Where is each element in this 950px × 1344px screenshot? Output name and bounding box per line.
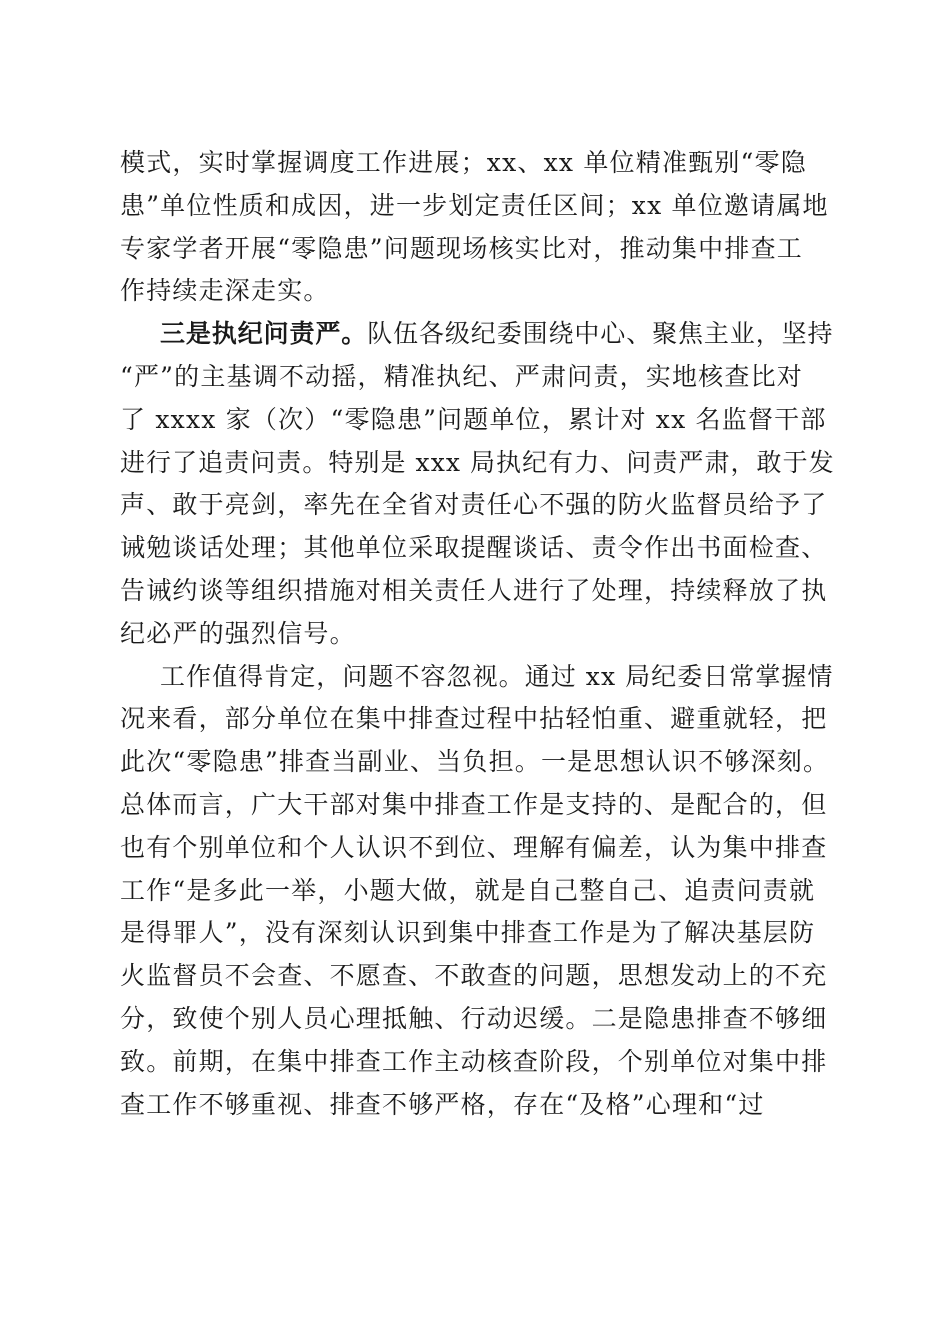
paragraph-line: 患”单位性质和成因，进一步划定责任区间；xx 单位邀请属地 (120, 190, 829, 220)
paragraph-line: 分，致使个别人员心理抵触、行动迟缓。二是隐患排查不够细 (120, 1003, 828, 1033)
paragraph-line: 工作“是多此一举，小题大做，就是自己整自己、追责问责就 (120, 875, 816, 905)
paragraph-text: 队伍各级纪委围绕中心、聚焦主业，坚持 (367, 319, 834, 349)
paragraph-line: 诫勉谈话处理；其他单位采取提醒谈话、责令作出书面检查、 (120, 533, 828, 563)
document-body (120, 142, 835, 1126)
paragraph-line: 也有个别单位和个人认识不到位、理解有偏差，认为集中排查 (120, 832, 828, 862)
paragraph-line: 是得罪人”，没有深刻认识到集中排查工作是为了解决基层防 (120, 918, 816, 948)
paragraph-line: 声、敢于亮剑，率先在全省对责任心不强的防火监督员给予了 (120, 490, 828, 520)
paragraph-line: 进行了追责问责。特别是 xxx 局执纪有力、问责严肃，敢于发 (120, 447, 835, 477)
paragraph-line: 纪必严的强烈信号。 (120, 618, 356, 648)
paragraph-line: 总体而言，广大干部对集中排查工作是支持的、是配合的，但 (120, 789, 828, 819)
paragraph-first-line: 工作值得肯定，问题不容忽视。通过 xx 局纪委日常掌握情 (160, 661, 834, 691)
paragraph-line: 作持续走深走实。 (120, 276, 330, 306)
paragraph-line: 火监督员不会查、不愿查、不敢查的问题，思想发动上的不充 (120, 961, 828, 991)
paragraph-line: 专家学者开展“零隐患”问题现场核实比对，推动集中排查工 (120, 233, 803, 263)
paragraph-line: 此次“零隐患”排查当副业、当负担。一是思想认识不够深刻。 (120, 747, 830, 777)
paragraph-line: 致。前期，在集中排查工作主动核查阶段，个别单位对集中排 (120, 1046, 828, 1076)
paragraph-line: “严”的主基调不动摇，精准执纪、严肃问责，实地核查比对 (120, 361, 803, 391)
paragraph-line: 况来看，部分单位在集中排查过程中拈轻怕重、避重就轻，把 (120, 704, 828, 734)
paragraph-line: 告诫约谈等组织措施对相关责任人进行了处理，持续释放了执 (120, 575, 828, 605)
paragraph-line: 了 xxxx 家（次）“零隐患”问题单位，累计对 xx 名监督干部 (120, 404, 827, 434)
paragraph-line: 查工作不够重视、排查不够严格，存在“及格”心理和“过 (120, 1089, 765, 1119)
section-heading: 三是执纪问责严。 (160, 319, 368, 349)
paragraph-first-line (120, 313, 835, 356)
paragraph-line: 模式，实时掌握调度工作进展；xx、xx 单位精准甄别“零隐 (120, 148, 807, 177)
